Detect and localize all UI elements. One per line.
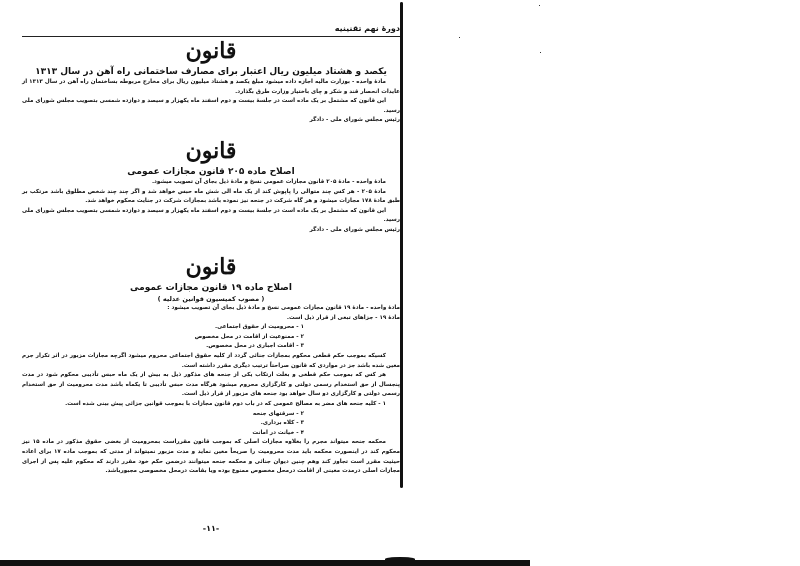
law-title: قانون [185,138,237,164]
signature [22,116,400,126]
list-item: ۲ - ممنوعیت از اقامت در محل مخصوص [194,333,304,340]
law-paragraph: محکمه جنحه میتواند مجرم را بعلاوه مجازات اصلی که بموجب قانون مقرراست بمحرومیت از بعضی حقوق مذکور در ماده ۱۵ نیز محکوم کند در اینصورت محکمه باید مدت محرومیت را صریحاً معین نماید و مدت مزبور نمیتواند از مدتی که بموجب ماده ۱۷ برای اعاده حیثیت مقرر است تجاوز کند وهم چنین دیوان جنائی و محکمه جنحه میتوانند درضمن حکم خود مقرر دارند که محکوم علیه پس از اجرای مجازات اصلی درمدت معینی از اقامت درمحل مخصوص ممنوع بوده ویا بقامت درمحل مخصوصی مجبورباشد. [22,439,401,475]
law-paragraph: مادهٔ ۲۰۵ - هر کس چند متوالی را پاپوش کند از یک ماه الی شش ماه حبس خواهد شد و اگر چند چند شخص مطلوق باشد مرتکب بر طبق مادهٔ ۱۷۸ مجازات میشود و هر گاه شرکت در جنحه نیز نموده باشد بمجازات شرکت در جنایت محکوم خواهد شد. [22,188,400,205]
scan-speck [540,52,541,53]
law-section-3 [22,254,400,477]
law-paragraph: کسیکه بموجب حکم قطعی محکوم بمجازات جنائی گردد از کلیه حقوق اجتماعی محروم میشود اگرچه مجازات مزبور در اثر تکرار جرم معین شده باشد جز در مواردی که قانون صراحتاً ترتیب دیگری مقرر داشته است. [22,352,400,369]
law-paragraph: مادهٔ واحده - مادهٔ ۲۰۵ قانون مجازات عمومی نسخ و مادهٔ ذیل بجای آن تصویب میشود. [151,179,386,185]
document-page [22,0,400,566]
scan-speck [539,5,540,6]
law-paragraph: مادهٔ واحده - بوزارت مالیه اجازه داده میشود مبلغ یکصد و هشتاد میلیون ریال برای مخارج مربوطه بساختمان راه آهن در سال ۱۳۱۳ از عایدات انحصار قند و شکر و چای باختیار وزارت طرق بگذارد. [22,79,400,95]
signature-text: رئیس مجلس شورای ملی - دادگر [309,117,400,124]
scan-bottom-edge [0,560,530,566]
law-paragraph: ۱ - کلیه جنحه های مضر به مصالح عمومی که در باب دوم قانون مجازات با بموجب قوانین جزائی پیش بینی شده است. [65,400,386,407]
law-paragraph: مادهٔ ۱۹ - جزاهای تبعی از قرار ذیل است. [286,314,400,321]
header-rule [22,36,400,37]
law-note: ( مصوب کمیسیون قوانین عدلیه ) [157,295,265,303]
list-item: ۴ - خیانت در امانت [252,429,304,436]
running-head: دورهٔ نهم تقنینیه [334,24,400,33]
law-paragraph: مادهٔ واحده - مادهٔ ۱۹ قانون مجازات عمومی نسخ و مادهٔ ذیل بجای آن تصویب میشود : [167,305,400,311]
law-subtitle: اصلاح ماده ۱۹ قانون مجازات عمومی [130,283,292,293]
law-paragraph: هر کس که بموجب حکم قطعی و بعلت ارتکاب یکی از جنحه های مذکور ذیل به بیش از یک ماه حبس تأدیبی محکوم شود در مدت پنجسال از حق استخدام رسمی دولتی و کارگزاری محروم میشود هرگاه مدت حبس تأدیبی تا یکماه باشد مدت محرومیت از حق استخدام رسمی دولتی و کارگزاری دو سال خواهد بود جنحه های مزبور از قرار ذیل است. [22,372,400,398]
law-paragraph: این قانون که مشتمل بر یک ماده است در جلسهٔ بیست و دوم اسفند ماه یکهزار و سیصد و دوازده شمسی بتصویب مجلس شورای ملی رسید. [22,207,400,224]
list-item: ۳ - اقامت اجباری در محل مخصوص. [206,343,304,350]
scan-speck [459,37,460,38]
law-paragraph: این قانون که مشتمل بر یک ماده است در جلسهٔ بیست و دوم اسفند ماه یکهزار و سیصد و دوازده شمسی بتصویب مجلس شورای ملی رسید. [22,98,400,114]
law-subtitle: یکصد و هشتاد میلیون ریال اعتبار برای مصارف ساختمانی راه آهن در سال ۱۳۱۳ [35,67,387,77]
scan-bottom-edge-bump [385,557,415,561]
law-section-1 [22,38,400,126]
list-item: ۳ - کلاه برداری. [260,420,304,427]
signature-text: رئیس مجلس شورای ملی - دادگر [309,226,400,233]
law-subtitle: اصلاح ماده ۲۰۵ قانون مجازات عمومی [127,167,295,177]
law-title: قانون [185,38,237,64]
law-title: قانون [185,254,237,280]
page-number: -۱۱- [202,524,220,533]
law-section-2 [22,138,400,236]
signature [22,226,400,236]
list-item: ۲ - سرقتهای جنحه [252,410,304,417]
list-item: ۱ - محرومیت از حقوق اجتماعی. [215,324,304,331]
book-spine-line [400,2,403,488]
